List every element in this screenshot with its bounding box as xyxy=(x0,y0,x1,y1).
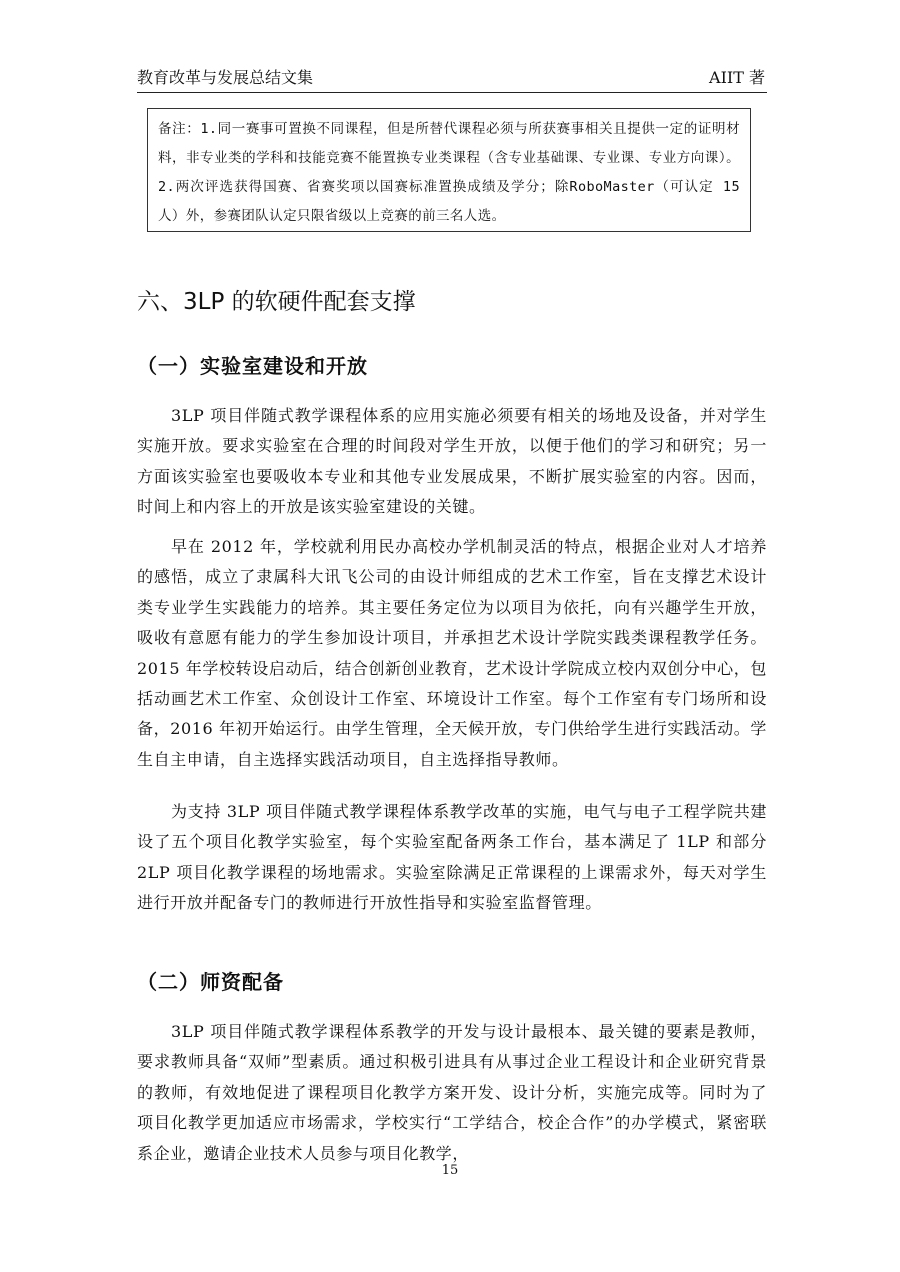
section-heading: 六、3LP 的软硬件配套支撑 xyxy=(137,289,416,315)
paragraph: 3LP 项目伴随式教学课程体系的应用实施必须要有相关的场地及设备，并对学生实施开放。要求实验室在合理的时间段对学生开放，以便于他们的学习和研究；另一方面该实验室也要吸收本专业和其他专业发展成果，不断扩展实验室的内容。因而，时间上和内容上的开放是该实验室建设的关键。 xyxy=(137,406,767,517)
paragraph: 为支持 3LP 项目伴随式教学课程体系教学改革的实施，电气与电子工程学院共建设了五个项目化教学实验室，每个实验室配备两条工作台，基本满足了 1LP 和部分 2LP 项目化教学课程的场地需求。实验室除满足正常课程的上课需求外，每天对学生进行开放并配备专门的教师进行开放性指导和实验室监督管理。 xyxy=(137,802,767,913)
header-author: AIIT 著 xyxy=(709,68,765,87)
subsection-heading-lab: （一）实验室建设和开放 xyxy=(137,354,368,378)
subsection-heading-faculty: （二）师资配备 xyxy=(137,970,284,994)
running-header xyxy=(137,58,767,93)
note-text: 备注：1.同一赛事可置换不同课程，但是所替代课程必须与所获赛事相关且提供一定的证明材料，非专业类的学科和技能竞赛不能置换专业类课程（含专业基础课、专业课、专业方向课）。2.两次评选获得国赛、省赛奖项以国赛标准置换成绩及学分；除RoboMaster（可认定 15 人）外，参赛团队认定只限省级以上竞赛的前三名人选。 xyxy=(158,121,740,224)
paragraph: 早在 2012 年，学校就利用民办高校办学机制灵活的特点，根据企业对人才培养的感悟，成立了隶属科大讯飞公司的由设计师组成的艺术工作室，旨在支撑艺术设计类专业学生实践能力的培养。其主要任务定位为以项目为依托，向有兴趣学生开放，吸收有意愿有能力的学生参加设计项目，并承担艺术设计学院实践类课程教学任务。2015 年学校转设启动后，结合创新创业教育，艺术设计学院成立校内双创分中心，包括动画艺术工作室、众创设计工作室、环境设计工作室。每个工作室有专门场所和设备，2016 年初开始运行。由学生管理，全天候开放，专门供给学生进行实践活动。学生自主申请，自主选择实践活动项目，自主选择指导教师。 xyxy=(137,537,767,769)
note-box xyxy=(147,108,751,232)
paragraph: 3LP 项目伴随式教学课程体系教学的开发与设计最根本、最关键的要素是教师，要求教师具备“双师”型素质。通过积极引进具有从事过企业工程设计和企业研究背景的教师，有效地促进了课程项目化教学方案开发、设计分析，实施完成等。同时为了项目化教学更加适应市场需求，学校实行“工学结合，校企合作”的办学模式，紧密联系企业，邀请企业技术人员参与项目化教学， xyxy=(137,1022,767,1163)
header-book-title: 教育改革与发展总结文集 xyxy=(137,68,314,87)
page-number: 15 xyxy=(441,1163,459,1178)
